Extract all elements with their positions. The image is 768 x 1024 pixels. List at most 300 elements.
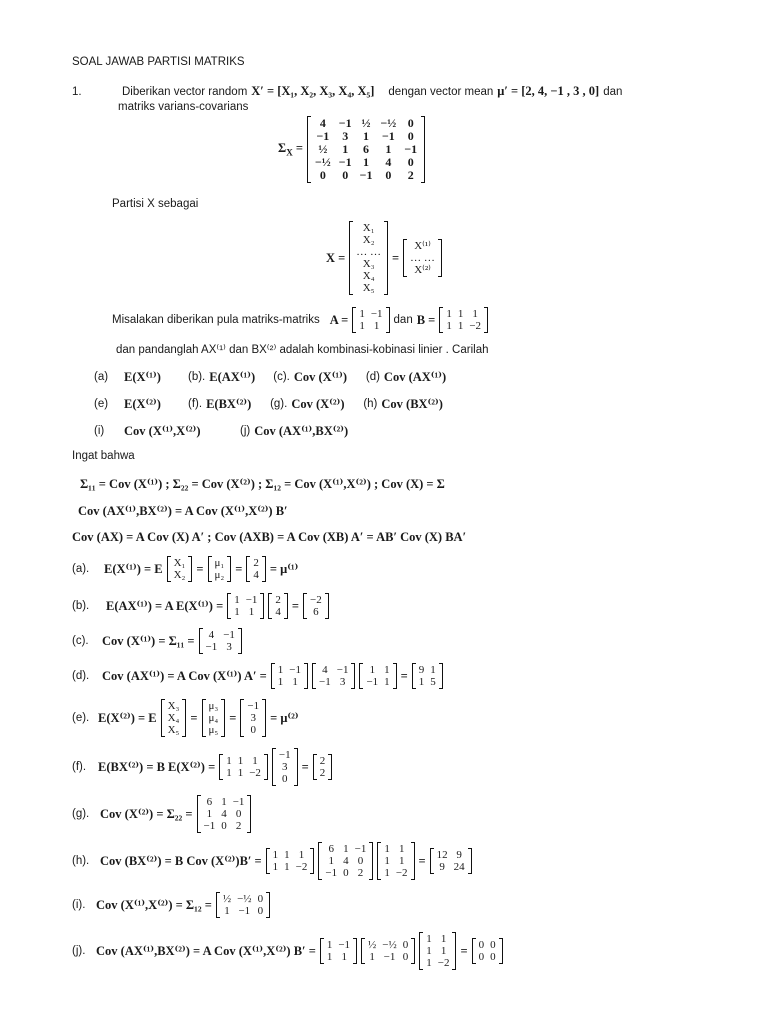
matrix-cell: 2 — [357, 867, 364, 879]
matrix-row — [165, 724, 183, 736]
q-b-text: E(AX⁽¹⁾) — [209, 370, 256, 384]
matrix-cell: 1 — [472, 308, 478, 320]
matrix-row — [353, 222, 384, 234]
matrix-row — [407, 264, 438, 276]
matrix-cell: −½ — [380, 116, 397, 130]
matrix-cell: 1 — [440, 945, 447, 957]
matrix-row — [322, 867, 369, 879]
answer-f-vector — [272, 748, 298, 786]
matrix-cell: −1 — [336, 664, 349, 676]
matrix-cell: 1 — [426, 945, 432, 957]
matrix-cell: −1 — [359, 168, 373, 182]
matrix-row — [272, 606, 284, 618]
matrix-cell: −1 — [247, 700, 260, 712]
matrix-cell: 1 — [363, 129, 370, 143]
answer-d-result — [412, 663, 443, 689]
q-c-text: Cov (X⁽¹⁾) — [293, 370, 348, 384]
matrix-cell: 1 — [343, 843, 349, 855]
answer-c — [72, 628, 246, 654]
matrix-cell: 0 — [342, 168, 349, 182]
equals-sign: = — [190, 710, 198, 725]
equals-sign: = — [291, 598, 300, 613]
misal-text: Misalakan diberikan pula matriks-matriks — [112, 314, 320, 326]
matrix-cell: 0 — [319, 168, 326, 182]
matrix-cell: ½ — [368, 939, 377, 951]
matrix-cell: 1 — [272, 849, 279, 861]
answer-a-vector-value — [246, 556, 266, 582]
matrix-cell: X₄ — [362, 270, 375, 282]
matrix-table — [363, 664, 392, 688]
matrix-row — [223, 767, 264, 779]
matrix-table — [203, 629, 238, 653]
matrix-cell: X₂ — [173, 569, 186, 581]
matrix-cell: 1 — [418, 676, 425, 688]
answer-f — [72, 748, 336, 786]
matrix-row — [311, 169, 421, 182]
matrix-cell: ½ — [361, 116, 371, 130]
matrix-cell: −½ — [382, 939, 397, 951]
matrix-cell: 1 — [298, 849, 305, 861]
matrix-cell: −1 — [278, 749, 291, 761]
answer-e-vector-value — [240, 699, 266, 737]
x-label: X = — [326, 250, 346, 265]
partition-equation — [326, 221, 446, 295]
matrix-row — [353, 258, 384, 270]
matrix-cell: −1 — [338, 155, 352, 169]
matrix-cell: 6 — [206, 796, 213, 808]
matrix-cell: 1 — [328, 855, 334, 867]
intro-text-2: matriks varians-covarians — [118, 101, 249, 113]
matrix-cell: −½ — [314, 155, 331, 169]
matrix-cell: 2 — [319, 767, 326, 779]
matrix-cell: −1 — [338, 116, 352, 130]
matrix-cell: 0 — [402, 939, 409, 951]
matrix-cell: −1 — [205, 641, 218, 653]
matrix-cell: 1 — [359, 308, 365, 320]
answer-e-vector-x — [161, 699, 187, 737]
matrix-cell: 0 — [478, 939, 485, 951]
answer-j-result — [472, 938, 503, 964]
sigma-matrix — [307, 116, 425, 183]
answer-g-label: (g). — [72, 808, 90, 820]
matrix-row — [434, 849, 468, 861]
matrix-cell: 1 — [457, 320, 464, 332]
matrix-table — [231, 594, 260, 618]
matrix-row — [353, 234, 384, 246]
matrix-row — [365, 951, 411, 963]
answer-j — [72, 932, 507, 970]
answer-i-matrix — [216, 892, 270, 918]
matrix-cell: 1 — [384, 843, 390, 855]
matrix-cell: 1 — [363, 155, 370, 169]
matrix-row — [212, 569, 228, 581]
matrix-table — [275, 664, 304, 688]
matrix-cell: 0 — [407, 155, 414, 169]
matrix-cell: ½ — [318, 142, 328, 156]
answer-i — [72, 892, 274, 918]
x-partition-vector — [403, 239, 442, 277]
matrix-row — [356, 308, 385, 320]
matrix-row — [220, 905, 266, 917]
matrix-cell: 1 — [430, 664, 436, 676]
matrix-cell: 1 — [384, 664, 390, 676]
matrix-cell: 9 — [439, 861, 445, 873]
q-f-label: (f). — [188, 398, 203, 410]
matrix-cell: 1 — [277, 676, 284, 688]
matrix-cell: 2 — [235, 820, 242, 832]
matrix-cell: 4 — [319, 116, 326, 130]
answer-d-lhs: Cov (AX⁽¹⁾) = A Cov (X⁽¹⁾) A′ = — [102, 669, 267, 683]
matrix-cell: μ₃ — [208, 700, 219, 712]
matrix-row — [363, 676, 392, 688]
matrix-table — [322, 843, 369, 879]
matrix-cell: 4 — [275, 606, 281, 618]
matrix-cell: 1 — [457, 308, 464, 320]
matrix-cell: 6 — [328, 843, 334, 855]
matrix-row — [223, 755, 264, 767]
answer-h — [72, 842, 476, 880]
q-j-label: (j) — [240, 425, 251, 437]
matrix-cell: 0 — [343, 867, 349, 879]
questions-row-3 — [94, 423, 352, 439]
answer-j-label: (j). — [72, 945, 86, 957]
q-j-text: Cov (AX⁽¹⁾,BX⁽²⁾) — [254, 424, 349, 438]
matrix-cell: 0 — [490, 939, 496, 951]
equals-sign: = — [301, 759, 309, 774]
answer-c-label: (c). — [72, 635, 89, 647]
matrix-cell: 1 — [326, 951, 333, 963]
matrix-cell: μ₁ — [214, 557, 225, 569]
matrix-cell: 0 — [490, 951, 496, 963]
matrix-cell: −1 — [325, 867, 338, 879]
matrix-row — [250, 569, 262, 581]
matrix-cell: 1 — [426, 933, 432, 945]
matrix-cell: 0 — [478, 951, 485, 963]
matrix-cell: μ₅ — [208, 724, 219, 736]
answer-a-vector-x — [167, 556, 193, 582]
answer-d — [72, 663, 447, 689]
answer-j-lhs: Cov (AX⁽¹⁾,BX⁽²⁾) = A Cov (X⁽¹⁾,X⁽²⁾) B′ = — [96, 944, 316, 958]
q-i-text: Cov (X⁽¹⁾,X⁽²⁾) — [124, 424, 201, 438]
matrix-row — [365, 939, 411, 951]
matrix-row — [443, 320, 484, 332]
matrix-cell: 3 — [282, 761, 288, 773]
q-b-label: (b). — [188, 371, 206, 383]
matrix-cell: 3 — [226, 641, 232, 653]
answer-c-matrix — [199, 628, 242, 654]
matrix-table — [171, 557, 189, 581]
matrix-cell: −1 — [354, 843, 367, 855]
matrix-cell: 1 — [359, 320, 365, 332]
matrix-row — [231, 606, 260, 618]
matrix-row — [244, 700, 262, 712]
matrix-row — [381, 843, 410, 855]
answer-a-vector-mu — [208, 556, 232, 582]
answer-e-label: (e). — [72, 712, 90, 724]
matrix-row — [381, 855, 410, 867]
matrix-cell: 0 — [250, 724, 256, 736]
answer-b-vector — [268, 593, 288, 619]
equals-sign: = — [418, 853, 426, 868]
pandang-text: dan pandanglah AX⁽¹⁾ dan BX⁽²⁾ adalah kombinasi-kobinasi linier . Carilah — [116, 344, 489, 356]
matrix-row — [201, 796, 248, 808]
matrix-row — [423, 945, 452, 957]
partisi-text: Partisi X sebagai — [112, 198, 199, 210]
equals-sign: = — [196, 561, 204, 576]
matrix-row — [381, 867, 410, 879]
answer-b-label: (b). — [72, 600, 90, 612]
answer-g-lhs: Cov (X⁽²⁾) = Σ₂₂ = — [100, 807, 193, 821]
matrix-cell: 1 — [384, 867, 390, 879]
matrix-table — [353, 222, 384, 294]
matrix-cell: 1 — [234, 594, 240, 606]
q-e-label: (e) — [94, 398, 109, 410]
matrix-cell: −½ — [237, 893, 252, 905]
matrix-row — [201, 808, 248, 820]
matrix-row — [272, 594, 284, 606]
matrix-cell: −1 — [223, 629, 235, 641]
sigma-equation — [278, 116, 429, 183]
matrix-cell: −2 — [310, 594, 322, 606]
answer-f-label: (f). — [72, 761, 87, 773]
matrix-cell: 1 — [284, 849, 290, 861]
matrix-cell: 1 — [369, 664, 376, 676]
matrix-cell: 0 — [257, 893, 264, 905]
matrix-row — [416, 676, 439, 688]
matrix-cell: 3 — [342, 129, 349, 143]
dan-text: dan — [603, 85, 623, 98]
matrix-cell: 5 — [430, 676, 436, 688]
intro-text: Diberikan vector random — [122, 85, 248, 98]
matrix-cell: −1 — [383, 951, 396, 963]
matrix-row — [353, 270, 384, 282]
matrix-row — [270, 849, 311, 861]
matrix-cell: 1 — [398, 855, 405, 867]
matrix-table — [276, 749, 294, 785]
ingat-line-3 — [72, 530, 470, 545]
matrix-cell: 1 — [326, 939, 333, 951]
matrix-row — [316, 676, 351, 688]
a-label: A = — [329, 312, 349, 327]
equals-sign: = — [400, 668, 408, 683]
intro-line-2 — [118, 101, 252, 113]
ingat-formula-1: Σ₁₁ = Cov (X⁽¹⁾) ; Σ₂₂ = Cov (X⁽²⁾) ; Σ₁₂ = Cov (X⁽¹⁾,X⁽²⁾) ; Cov (X) = Σ — [80, 477, 445, 491]
matrix-cell: 4 — [221, 808, 227, 820]
matrix-row — [356, 320, 385, 332]
q-e-text: E(X⁽²⁾) — [124, 397, 161, 411]
mu-transpose: μ′ = [2, 4, −1 , 3 , 0] — [497, 84, 600, 98]
matrix-cell: 1 — [252, 755, 258, 767]
matrix-table — [434, 849, 468, 873]
matrix-cell: 1 — [226, 767, 232, 779]
answer-g — [72, 795, 255, 833]
matrix-cell: 1 — [384, 855, 390, 867]
matrix-cell: 4 — [385, 155, 392, 169]
matrix-row — [407, 240, 438, 252]
matrix-table — [165, 700, 183, 736]
matrix-row — [171, 569, 189, 581]
matrix-cell: 1 — [341, 951, 347, 963]
b-label: B = — [416, 312, 436, 327]
matrix-cell: 9 — [456, 849, 462, 861]
matrix-row — [276, 749, 294, 761]
ingat-formula-3: Cov (AX) = A Cov (X) A′ ; Cov (AXB) = A Cov (XB) A′ = AB′ Cov (X) BA′ — [72, 530, 467, 544]
matrix-cell: 24 — [453, 861, 465, 873]
equals-sign: = — [460, 943, 468, 958]
matrix-cell: 4 — [208, 629, 215, 641]
matrix-cell: 0 — [407, 129, 414, 143]
matrix-table — [244, 700, 262, 736]
answer-a-label: (a). — [72, 563, 90, 575]
matrix-cell: 1 — [284, 861, 290, 873]
answer-b-lhs: E(AX⁽¹⁾) = A E(X⁽¹⁾) = — [106, 599, 224, 613]
matrix-cell: 3 — [250, 712, 256, 724]
matrix-row — [171, 557, 189, 569]
matrix-row — [206, 724, 222, 736]
matrix-row — [324, 939, 353, 951]
answer-d-matrix-sigma — [312, 663, 355, 689]
matrix-row — [307, 594, 325, 606]
matrix-table — [476, 939, 499, 963]
matrix-table — [443, 308, 484, 332]
answer-h-matrix-sigma — [318, 842, 373, 880]
matrix-row — [165, 700, 183, 712]
matrix-cell: X₅ — [362, 282, 375, 294]
matrix-table — [201, 796, 248, 832]
answer-j-matrix-a — [320, 938, 357, 964]
matrix-row — [231, 594, 260, 606]
matrix-cell: 3 — [339, 676, 346, 688]
matrix-cell: X⁽¹⁾ — [414, 240, 431, 252]
matrix-table — [316, 664, 351, 688]
q-i-label: (i) — [94, 425, 105, 437]
matrix-table — [206, 700, 222, 736]
answer-b-matrix-a — [227, 593, 264, 619]
answer-f-result — [313, 754, 333, 780]
matrix-cell: −1 — [404, 142, 418, 156]
matrix-table — [250, 557, 262, 581]
matrix-cell: −1 — [289, 664, 302, 676]
matrix-row — [316, 664, 351, 676]
matrix-cell: 0 — [257, 905, 264, 917]
q-h-text: Cov (BX⁽²⁾) — [381, 397, 443, 411]
matrix-row — [276, 773, 294, 785]
q-h-label: (h) — [363, 398, 378, 410]
matrix-cell: 1 — [446, 308, 452, 320]
matrix-cell: 1 — [237, 755, 244, 767]
answer-e-lhs: E(X⁽²⁾) = E — [98, 711, 157, 725]
matrix-cell: −1 — [370, 308, 383, 320]
a-matrix — [352, 307, 389, 333]
x-transpose: X′ = [X₁, X₂, X₃, X₄, X₅] — [251, 84, 375, 98]
equals-sign: = — [235, 561, 243, 576]
matrix-cell: −1 — [238, 905, 251, 917]
matrix-row — [317, 755, 329, 767]
matrix-cell: −2 — [395, 867, 408, 879]
ingat-text: Ingat bahwa — [72, 450, 135, 462]
answer-f-lhs: E(BX⁽²⁾) = B E(X⁽²⁾) = — [98, 760, 216, 774]
matrix-cell: −1 — [319, 676, 331, 688]
equals-sign: = — [392, 250, 400, 265]
sigma-label: $\Sigma_X$ = — [278, 141, 303, 158]
matrix-cell: 4 — [253, 569, 259, 581]
matrix-row — [317, 767, 329, 779]
matrix-row — [165, 712, 183, 724]
matrix-cell: −1 — [381, 129, 395, 143]
problem-number: 1. — [72, 85, 82, 98]
matrix-row — [244, 712, 262, 724]
matrix-cell: 2 — [319, 755, 326, 767]
misal-line — [112, 307, 492, 333]
answer-e — [72, 699, 303, 737]
matrix-cell: 0 — [385, 168, 392, 182]
matrix-cell: X₁ — [362, 222, 375, 234]
matrix-table — [212, 557, 228, 581]
dan-b-text: dan — [393, 314, 413, 326]
equals-sign: = — [229, 710, 237, 725]
ingat-line-2 — [78, 503, 292, 519]
matrix-row — [407, 252, 438, 264]
problem-intro-line — [72, 84, 626, 99]
matrix-row — [276, 761, 294, 773]
pandang-line — [116, 342, 493, 356]
matrix-cell: −2 — [437, 957, 450, 969]
q-d-text: Cov (AX⁽¹⁾) — [383, 370, 447, 384]
matrix-cell: 0 — [282, 773, 288, 785]
matrix-cell: 0 — [357, 855, 364, 867]
q-g-text: Cov (X⁽²⁾) — [291, 397, 345, 411]
q-c-label: (c). — [273, 371, 290, 383]
matrix-cell: −1 — [316, 129, 330, 143]
matrix-cell: 1 — [342, 142, 349, 156]
answer-a-tail: = μ⁽¹⁾ — [269, 562, 299, 576]
matrix-cell: 6 — [313, 606, 319, 618]
matrix-cell: 1 — [398, 843, 405, 855]
matrix-cell: X₁ — [173, 557, 186, 569]
answer-h-lhs: Cov (BX⁽²⁾) = B Cov (X⁽²⁾)B′ = — [100, 854, 262, 868]
matrix-row — [270, 861, 311, 873]
questions-row-2 — [94, 396, 447, 412]
ingat-line-1 — [80, 476, 449, 492]
matrix-cell: 1 — [373, 320, 380, 332]
matrix-table — [272, 594, 284, 618]
q-g-label: (g). — [270, 398, 288, 410]
matrix-cell: 2 — [275, 594, 281, 606]
matrix-cell: 0 — [407, 116, 414, 130]
x-vector — [349, 221, 388, 295]
matrix-cell: −1 — [232, 796, 245, 808]
matrix-cell: X₅ — [167, 724, 180, 736]
matrix-cell: 1 — [369, 951, 375, 963]
matrix-row — [423, 933, 452, 945]
matrix-cell: 0 — [221, 820, 227, 832]
matrix-table — [223, 755, 264, 779]
matrix-cell: 1 — [234, 606, 240, 618]
matrix-row — [434, 861, 468, 873]
matrix-cell: 1 — [385, 142, 392, 156]
matrix-table — [423, 933, 452, 969]
matrix-row — [206, 700, 222, 712]
matrix-cell: 2 — [253, 557, 259, 569]
matrix-row — [476, 939, 499, 951]
matrix-table — [317, 755, 329, 779]
matrix-cell: 1 — [224, 905, 230, 917]
answer-h-matrix-bt — [377, 842, 414, 880]
answer-c-lhs: Cov (X⁽¹⁾) = Σ₁₁ = — [102, 634, 195, 648]
matrix-cell: 1 — [292, 676, 298, 688]
answer-j-matrix-bt — [419, 932, 456, 970]
matrix-cell: 1 — [221, 796, 227, 808]
